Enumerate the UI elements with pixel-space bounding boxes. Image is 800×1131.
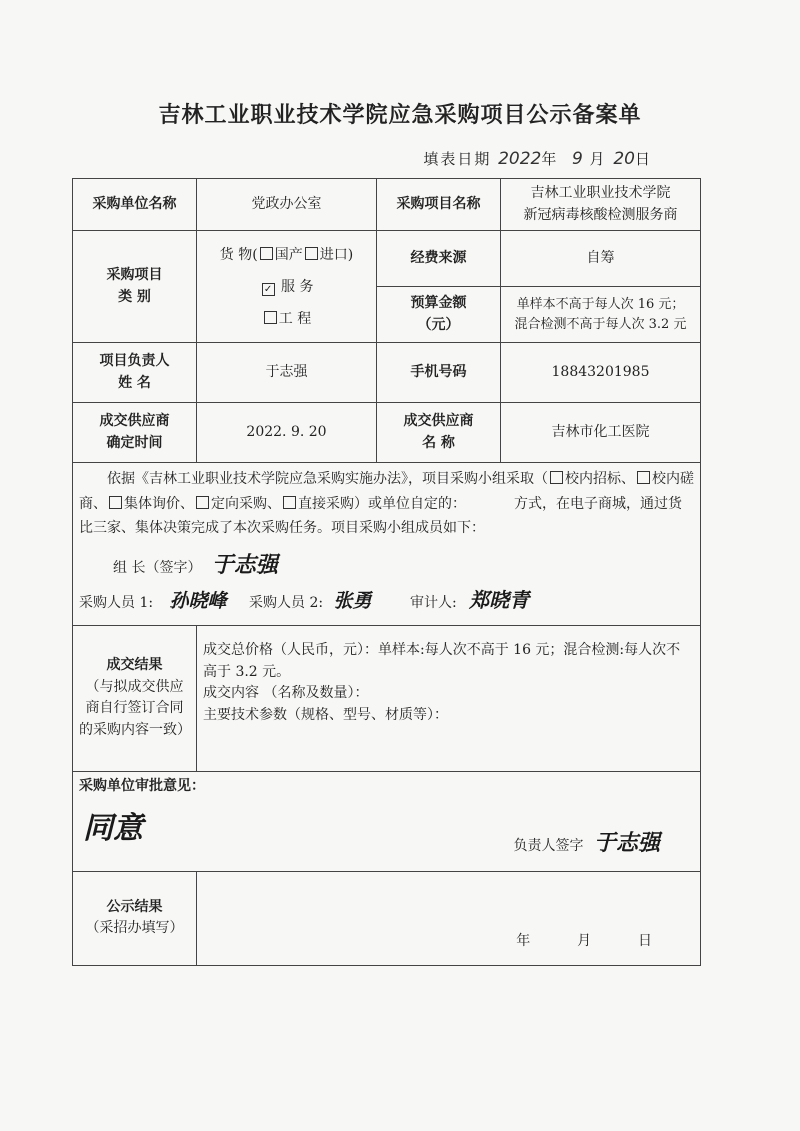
leader-value[interactable]: 于志强 [197, 343, 377, 403]
fund-label: 经费来源 [377, 231, 501, 287]
procedure-paragraph [79, 467, 694, 541]
budget-label [377, 287, 501, 343]
member1-signature[interactable]: 孙晓峰 [169, 589, 227, 612]
publicity-label [73, 871, 197, 965]
result-params[interactable]: 主要技术参数（规格、型号、材质等）： [203, 706, 448, 723]
option-service [203, 271, 370, 303]
publicity-year: 年 [516, 933, 531, 950]
option-goods [203, 239, 370, 271]
category-label [73, 231, 197, 343]
project-label: 采购项目名称 [377, 179, 501, 231]
leader-label-line1: 项目负责人 [99, 353, 170, 370]
checkbox-domestic[interactable] [260, 247, 273, 260]
member1-label: 采购人员 1: [79, 594, 154, 611]
fill-date-month-unit: 月 [589, 150, 607, 168]
result-label-line2: （与拟成交供应商自行签订合同的采购内容一致） [79, 678, 191, 739]
checkbox-directed-purchase[interactable] [196, 496, 209, 509]
row-leader-phone [73, 343, 701, 403]
row-publicity [73, 871, 701, 965]
publicity-month: 月 [577, 933, 592, 950]
auditor-signature[interactable]: 郑晓青 [469, 587, 530, 612]
goods-label: 货 物( [219, 246, 258, 263]
auditor-label: 审计人: [410, 594, 457, 611]
row-unit-project [73, 179, 701, 231]
checkbox-campus-consult[interactable] [637, 471, 650, 484]
project-value-line2: 新冠病毒核酸检测服务商 [523, 206, 678, 223]
row-result [73, 625, 701, 771]
approval-opinion-signature[interactable]: 同意 [83, 810, 143, 846]
supplier-name-label-line2: 名 称 [422, 434, 455, 451]
project-value[interactable] [501, 179, 701, 231]
budget-label-line1: 预算金额 [410, 295, 467, 312]
approval-sign-line [514, 827, 660, 861]
filing-form [72, 178, 701, 966]
row-procedure [73, 463, 701, 626]
publicity-content[interactable] [197, 871, 701, 965]
fill-date-label: 填表日期 [423, 150, 492, 168]
publicity-date [516, 931, 652, 953]
checkbox-service[interactable]: ✓ [262, 283, 275, 296]
result-label-line1: 成交结果 [106, 657, 163, 673]
fill-date [423, 148, 652, 169]
imported-label: 进口 [319, 246, 348, 263]
row-approval [73, 771, 701, 871]
procedure-text-1: 依据《吉林工业职业技术学院应急采购实施办法》，项目采购小组采取（ [107, 471, 548, 488]
engineering-label: 工 程 [278, 310, 312, 327]
budget-label-line2: （元） [417, 316, 460, 333]
phone-value[interactable]: 18843201985 [501, 343, 701, 403]
category-label-line2: 类 别 [118, 288, 151, 305]
approval-signature[interactable]: 于志强 [593, 830, 660, 856]
option-engineering [203, 303, 370, 335]
publicity-label-line2: （采招办填写） [85, 920, 184, 937]
opt-direct-purchase: 直接采购）或单位自定的： [298, 495, 466, 512]
checkbox-direct-purchase[interactable] [283, 496, 296, 509]
budget-value[interactable] [501, 287, 701, 343]
leader-label [73, 343, 197, 403]
approval-sign-label: 负责人签字 [513, 837, 584, 854]
fund-value[interactable]: 自筹 [501, 231, 701, 287]
result-price[interactable]: 成交总价格（人民币，元）：单样本:每人次不高于 16 元；混合检测:每人次不高于 3.2 元。 [203, 641, 681, 680]
publicity-label-line1: 公示结果 [106, 898, 163, 915]
opt-campus-consult: 校内磋商、 [79, 471, 694, 512]
row-category-fund [73, 231, 701, 287]
fill-date-day-unit: 日 [634, 150, 652, 168]
fill-date-year[interactable]: 2022 [498, 149, 542, 169]
opt-collective-inquiry: 集体询价、 [124, 495, 194, 512]
page-title: 吉林工业职业技术学院应急采购项目公示备案单 [158, 102, 642, 128]
unit-value[interactable]: 党政办公室 [197, 179, 377, 231]
fill-date-day[interactable]: 20 [613, 149, 635, 169]
fill-date-year-unit: 年 [541, 150, 559, 168]
supplier-time-value[interactable]: 2022. 9. 20 [197, 403, 377, 463]
supplier-time-label-line2: 确定时间 [106, 434, 163, 451]
members-sign-line [79, 585, 694, 621]
supplier-name-label [377, 403, 501, 463]
supplier-name-value[interactable]: 吉林市化工医院 [501, 403, 701, 463]
leader-signature[interactable]: 于志强 [211, 552, 278, 578]
project-value-line1: 吉林工业职业技术学院 [530, 185, 671, 201]
supplier-name-label-line1: 成交供应商 [403, 413, 474, 430]
checkbox-engineering[interactable] [264, 311, 277, 324]
goods-close: ) [347, 246, 354, 263]
fill-date-month[interactable]: 9 [571, 149, 583, 169]
procedure-cell [73, 463, 701, 626]
result-label [73, 625, 197, 771]
supplier-time-label [73, 403, 197, 463]
result-items[interactable]: 成交内容 （名称及数量）： [203, 685, 369, 702]
service-label: 服 务 [281, 278, 314, 295]
leader-sign-label: 组 长（签字） [113, 559, 202, 576]
publicity-day: 日 [638, 933, 652, 950]
unit-label: 采购单位名称 [73, 179, 197, 231]
checkbox-campus-tender[interactable] [550, 471, 563, 484]
category-options [197, 231, 377, 343]
opt-directed-purchase: 定向采购、 [211, 495, 281, 512]
approval-label: 采购单位审批意见： [79, 777, 205, 794]
member2-signature[interactable]: 张勇 [333, 589, 372, 612]
checkbox-imported[interactable] [305, 247, 318, 260]
checkbox-collective-inquiry[interactable] [109, 496, 122, 509]
result-content [197, 625, 701, 771]
leader-sign-line [79, 549, 694, 585]
opt-campus-tender: 校内招标、 [565, 471, 635, 488]
row-supplier [73, 403, 701, 463]
phone-label: 手机号码 [377, 343, 501, 403]
leader-label-line2: 姓 名 [118, 374, 151, 391]
approval-cell [73, 771, 701, 871]
category-label-line1: 采购项目 [106, 267, 163, 284]
member2-label: 采购人员 2: [249, 594, 324, 611]
budget-value-line2: 混合检测不高于每人次 3.2 元 [514, 316, 687, 332]
supplier-time-label-line1: 成交供应商 [99, 413, 170, 430]
procedure-text-2: 方式，在电子商城，通过货比三家、集体决策完成了本次采购任务。项目采购小组成员如下： [79, 495, 682, 537]
domestic-label: 国产 [274, 246, 303, 263]
budget-value-line1: 单样本不高于每人次 16 元； [516, 296, 685, 312]
